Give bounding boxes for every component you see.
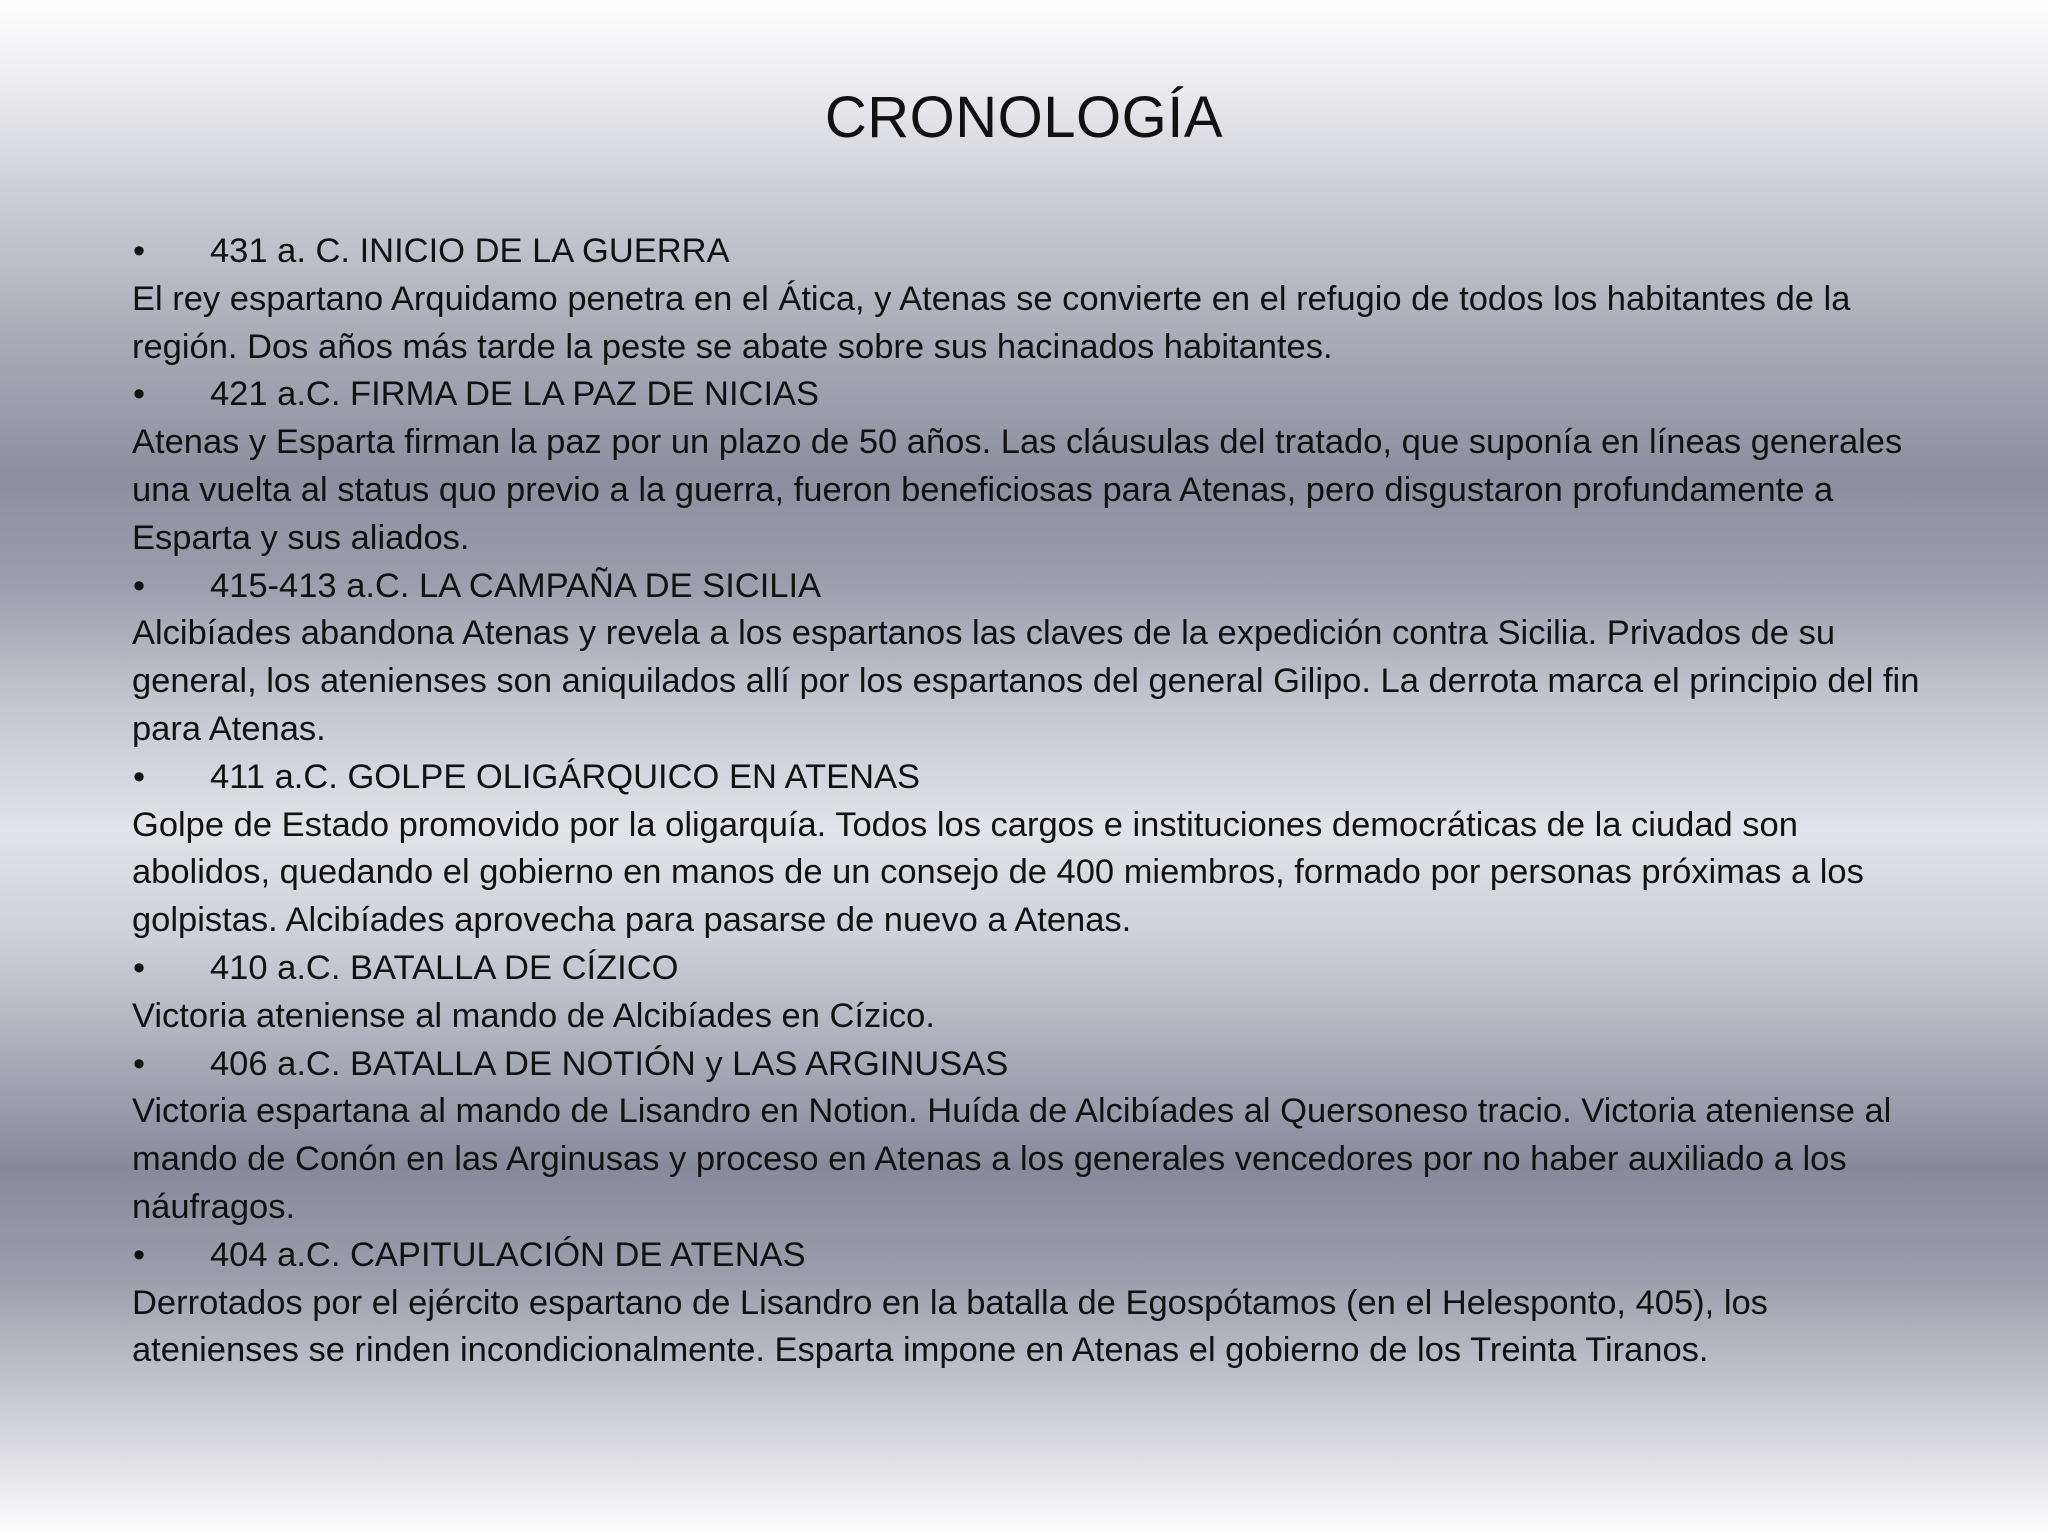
- bullet-icon: •: [133, 1044, 146, 1083]
- bullet-icon: •: [133, 948, 146, 987]
- entry-heading-row: [132, 754, 1932, 802]
- entry-heading: 415-413 a.C. LA CAMPAÑA DE SICILIA: [210, 566, 822, 605]
- entry-description: Golpe de Estado promovido por la oligarquía. Todos los cargos e instituciones democráticas de la ciudad son abolidos, quedando el gobierno en manos de un consejo de 400 miembros, formado por personas próximas a los golpistas. Alcibíades aprovecha para pasarse de nuevo a Atenas.: [132, 805, 1864, 940]
- entry-heading-row: [132, 563, 1932, 611]
- slide-title: CRONOLOGÍA: [824, 85, 1224, 150]
- entry-description: Victoria ateniense al mando de Alcibíades en Cízico.: [132, 996, 935, 1035]
- entry-description: El rey espartano Arquidamo penetra en el Ática, y Atenas se convierte en el refugio de todos los habitantes de la región. Dos años más tarde la peste se abate sobre sus hacinados habitantes.: [132, 279, 1851, 366]
- chronology-entry: [132, 563, 1932, 754]
- entry-description: Atenas y Esparta firman la paz por un plazo de 50 años. Las cláusulas del tratado, que suponía en líneas generales una vuelta al status quo previo a la guerra, fueron beneficiosas para Atenas, pero disgustaron profundamente a Esparta y sus aliados.: [132, 423, 1903, 557]
- entry-heading-row: [132, 228, 1932, 276]
- bullet-icon: •: [133, 232, 146, 270]
- entry-heading: 404 a.C. CAPITULACIÓN DE ATENAS: [210, 1235, 806, 1274]
- entry-heading: 411 a.C. GOLPE OLIGÁRQUICO EN ATENAS: [210, 757, 921, 796]
- entry-description: Derrotados por el ejército espartano de Lisandro en la batalla de Egospótamos (en el Helesponto, 405), los atenienses se rinden incondicionalmente. Esparta impone en Atenas el gobierno de los Treinta Tiranos.: [132, 1283, 1768, 1370]
- chronology-entry: [132, 945, 1932, 1041]
- chronology-entry: [132, 371, 1932, 562]
- bullet-icon: •: [133, 375, 146, 414]
- chronology-entry: [132, 1041, 1932, 1232]
- entry-description: Victoria espartana al mando de Lisandro en Notion. Huída de Alcibíades al Quersoneso tracio. Victoria ateniense al mando de Conón en las Arginusas y proceso en Atenas a los generales vencedores por no haber auxiliado a los náufragos.: [132, 1092, 1892, 1226]
- chronology-entry: [132, 1232, 1932, 1375]
- bullet-icon: •: [133, 757, 146, 796]
- chronology-list: [132, 228, 1932, 1375]
- entry-heading: 431 a. C. INICIO DE LA GUERRA: [210, 232, 730, 270]
- entry-heading-row: [132, 945, 1932, 993]
- entry-heading: 406 a.C. BATALLA DE NOTIÓN y LAS ARGINUSAS: [210, 1044, 1009, 1083]
- chronology-entry: [132, 228, 1932, 371]
- entry-description: Alcibíades abandona Atenas y revela a los espartanos las claves de la expedición contra Sicilia. Privados de su general, los atenienses son aniquilados allí por los espartanos del general Gilipo. La derrota marca el principio del fin para Atenas.: [132, 614, 1920, 748]
- bullet-icon: •: [133, 1235, 146, 1274]
- chronology-entry: [132, 754, 1932, 945]
- entry-heading: 410 a.C. BATALLA DE CÍZICO: [210, 948, 679, 987]
- entry-heading-row: [132, 1041, 1932, 1089]
- entry-heading-row: [132, 371, 1932, 419]
- entry-heading-row: [132, 1232, 1932, 1280]
- entry-heading: 421 a.C. FIRMA DE LA PAZ DE NICIAS: [210, 375, 820, 414]
- bullet-icon: •: [133, 566, 146, 605]
